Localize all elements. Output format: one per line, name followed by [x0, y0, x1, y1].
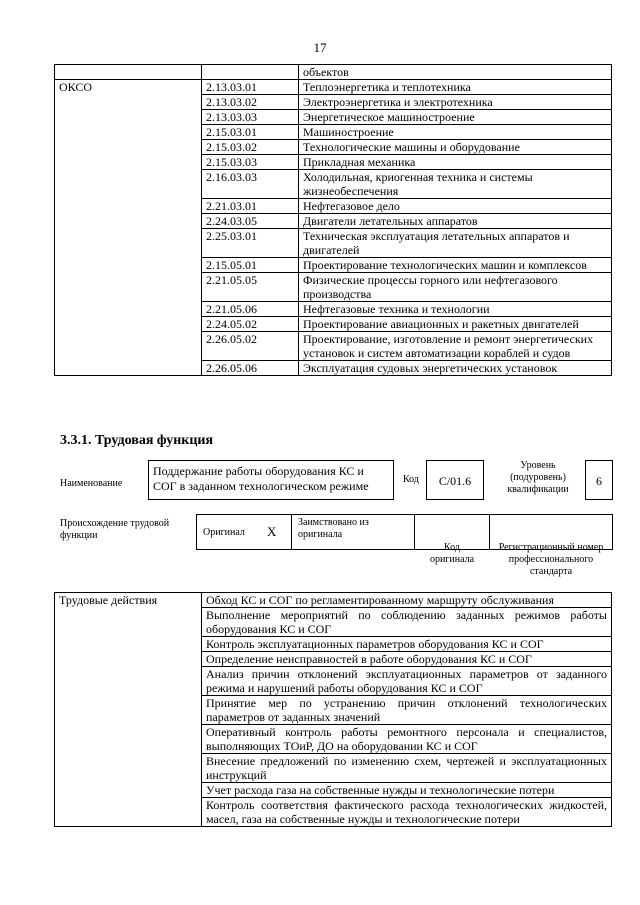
action-item: Определение неисправностей в работе оборудования КС и СОГ: [202, 652, 612, 667]
action-item: Выполнение мероприятий по соблюдению заданных режимов работы оборудования КС и СОГ: [202, 608, 612, 637]
okso-label-empty: [55, 170, 202, 199]
okso-code: 2.26.05.06: [202, 361, 299, 376]
okso-name: Физические процессы горного или нефтегазового производства: [299, 273, 612, 302]
name-label: Наименование: [60, 478, 123, 489]
okso-row: [55, 332, 612, 361]
okso-cell-empty: [55, 65, 202, 80]
okso-label-empty: [55, 258, 202, 273]
okso-row: [55, 125, 612, 140]
code-label: Код: [403, 474, 419, 485]
function-name-box: [148, 460, 394, 500]
okso-code: 2.13.03.01: [202, 80, 299, 95]
origin-borrowed-box: [291, 514, 415, 550]
okso-code: 2.21.05.06: [202, 302, 299, 317]
okso-row: [55, 65, 612, 80]
okso-row: [55, 140, 612, 155]
okso-code: 2.21.05.05: [202, 273, 299, 302]
original-label: Оригинал: [203, 527, 245, 538]
okso-name: Двигатели летательных аппаратов: [299, 214, 612, 229]
level-label: Уровень (подуровень) квалификации: [507, 460, 569, 495]
okso-cell-empty: [202, 65, 299, 80]
section-title: 3.3.1. Трудовая функция: [60, 433, 214, 448]
action-item: Учет расхода газа на собственные нужды и технологические потери: [202, 783, 612, 798]
okso-row: [55, 155, 612, 170]
okso-label-empty: [55, 140, 202, 155]
okso-name: Проектирование, изготовление и ремонт энергетических установок и систем автоматизации кораблей и судов: [299, 332, 612, 361]
okso-code: 2.21.03.01: [202, 199, 299, 214]
okso-label: ОКСО: [55, 80, 202, 95]
okso-name: Электроэнергетика и электротехника: [299, 95, 612, 110]
okso-label-empty: [55, 273, 202, 302]
original-mark: X: [267, 524, 277, 539]
action-item: Внесение предложений по изменению схем, чертежей и эксплуатационных инструкций: [202, 754, 612, 783]
action-item: Контроль эксплуатационных параметров оборудования КС и СОГ: [202, 637, 612, 652]
okso-name: Нефтегазовое дело: [299, 199, 612, 214]
okso-label-empty: [55, 110, 202, 125]
okso-label-empty: [55, 155, 202, 170]
okso-code: 2.15.05.01: [202, 258, 299, 273]
okso-row: [55, 199, 612, 214]
okso-label-empty: [55, 302, 202, 317]
okso-row: [55, 214, 612, 229]
okso-name: Проектирование технологических машин и комплексов: [299, 258, 612, 273]
okso-name: Технологические машины и оборудование: [299, 140, 612, 155]
function-name-value: Поддержание работы оборудования КС и СОГ в заданном технологическом режиме: [153, 464, 369, 493]
origin-original-box: [196, 514, 292, 550]
okso-label-empty: [55, 95, 202, 110]
okso-name: объектов: [299, 65, 612, 80]
okso-name: Машиностроение: [299, 125, 612, 140]
okso-label-empty: [55, 361, 202, 376]
function-code-value: С/01.6: [438, 474, 472, 488]
okso-row: [55, 317, 612, 332]
okso-row: [55, 273, 612, 302]
okso-name: Нефтегазовые техника и технологии: [299, 302, 612, 317]
okso-row: [55, 95, 612, 110]
okso-label-empty: [55, 229, 202, 258]
okso-row: [55, 110, 612, 125]
okso-code: 2.25.03.01: [202, 229, 299, 258]
okso-name: Проектирование авиационных и ракетных двигателей: [299, 317, 612, 332]
code-original-label: Код оригинала: [429, 542, 475, 565]
okso-row: [55, 80, 612, 95]
level-value: 6: [596, 474, 602, 488]
okso-code: 2.26.05.02: [202, 332, 299, 361]
action-item: Обход КС и СОГ по регламентированному маршруту обслуживания: [202, 593, 612, 608]
okso-name: Прикладная механика: [299, 155, 612, 170]
action-item: Анализ причин отклонений эксплуатационных параметров от заданного режима и нарушений работы оборудования КС и СОГ: [202, 667, 612, 696]
okso-name: Эксплуатация судовых энергетических установок: [299, 361, 612, 376]
borrowed-label: Заимствовано из оригинала: [298, 517, 369, 540]
level-box: [585, 460, 613, 500]
okso-name: Холодильная, криогенная техника и системы жизнеобеспечения: [299, 170, 612, 199]
page-number: 17: [313, 40, 327, 55]
okso-label-empty: [55, 199, 202, 214]
okso-row: [55, 229, 612, 258]
okso-row: [55, 302, 612, 317]
okso-name: Техническая эксплуатация летательных аппаратов и двигателей: [299, 229, 612, 258]
okso-label-empty: [55, 214, 202, 229]
okso-code: 2.24.05.02: [202, 317, 299, 332]
okso-table: [54, 64, 612, 376]
okso-label-empty: [55, 332, 202, 361]
okso-name: Теплоэнергетика и теплотехника: [299, 80, 612, 95]
okso-code: 2.15.03.02: [202, 140, 299, 155]
action-item: Оперативный контроль работы ремонтного персонала и специалистов, выполняющих ТОиР, ДО на оборудовании КС и СОГ: [202, 725, 612, 754]
function-code-box: [426, 460, 484, 500]
okso-row: [55, 361, 612, 376]
actions-label: Трудовые действия: [55, 593, 202, 827]
action-item: Контроль соответствия фактического расхода технологических жидкостей, масел, газа на собственные нужды и технологические потери: [202, 798, 612, 827]
okso-code: 2.16.03.03: [202, 170, 299, 199]
reg-number-label: Регистрационный номер профессионального стандарта: [498, 542, 604, 577]
origin-label: Происхождение трудовой функции: [60, 518, 170, 541]
actions-table: [54, 592, 612, 827]
okso-row: [55, 170, 612, 199]
okso-code: 2.15.03.01: [202, 125, 299, 140]
okso-code: 2.13.03.02: [202, 95, 299, 110]
okso-code: 2.24.03.05: [202, 214, 299, 229]
okso-code: 2.15.03.03: [202, 155, 299, 170]
action-row: [55, 593, 612, 608]
okso-code: 2.13.03.03: [202, 110, 299, 125]
okso-label-empty: [55, 125, 202, 140]
action-item: Принятие мер по устранению причин отклонений технологических параметров от заданных значений: [202, 696, 612, 725]
okso-name: Энергетическое машиностроение: [299, 110, 612, 125]
okso-row: [55, 258, 612, 273]
okso-label-empty: [55, 317, 202, 332]
